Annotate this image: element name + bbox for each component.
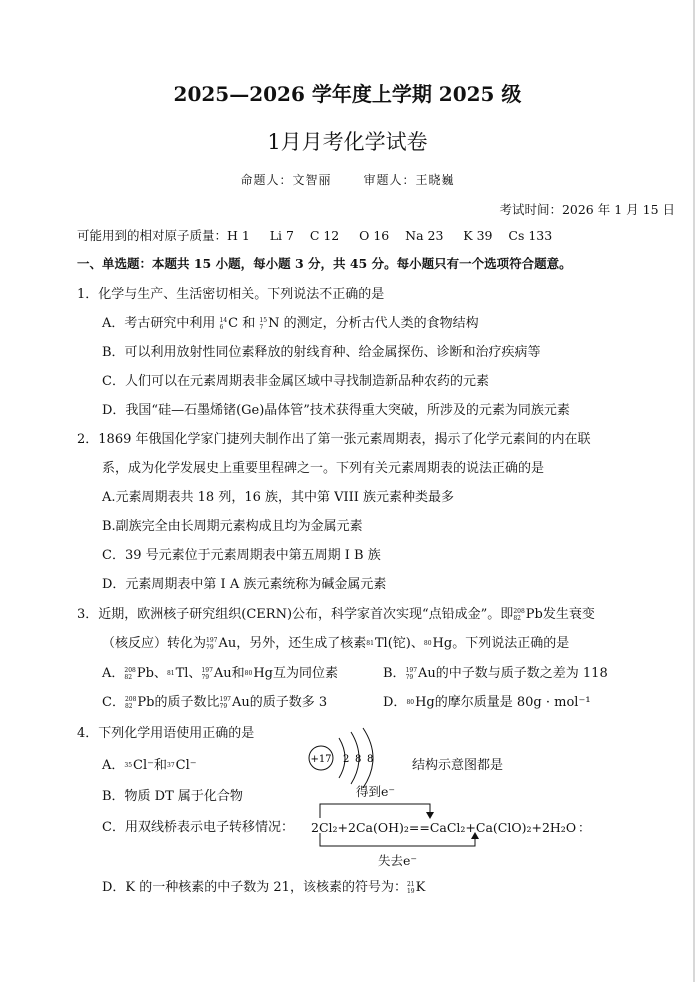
exam-authors (0, 173, 695, 188)
q4-stem: 4．下列化学用语使用正确的是 (77, 726, 255, 741)
q1-option-b: B．可以利用放射性同位素释放的射线育种、给金属探伤、诊断和治疗疾病等 (102, 345, 541, 360)
q1-option-a: A．考古研究中利用 14 6 C 和 15 7 N 的测定，分析古代人类的食物结构 (102, 316, 479, 331)
redox-equation: 2Cl₂+2Ca(OH)₂==CaCl₂+Ca(ClO)₂+2H₂O (311, 820, 577, 835)
atomic-masses: 可能用到的相对原子质量：H 1 Li 7 C 12 O 16 Na 23 K 39 Cs 133 (77, 228, 553, 243)
q2-option-b: B.副族完全由长周期元素构成且均为金属元素 (102, 519, 363, 534)
q3-stem-line2: （核反应）转化为 197 79 Au，另外，还生成了核素 81 Tl(铊)、 80 Hg。下列说法正确的是 (102, 636, 570, 651)
q3-option-b: B． 197 79 Au的中子数与质子数之差为 118 (383, 666, 608, 681)
shell-electrons: 8 (355, 754, 362, 765)
isotope-label: 14 6 (219, 316, 228, 331)
q4-option-a-tail: 结构示意图都是 (412, 758, 504, 773)
q1-option-c: C．人们可以在元素周期表非金属区域中寻找制造新品种农药的元素 (102, 374, 489, 389)
q4-option-a: A． 35 Cl⁻和 37 Cl⁻ (102, 758, 197, 773)
exam-title-line1: 2025—2026 学年度上学期 2025 级 (173, 82, 522, 106)
q3-option-a: A． 208 82 Pb、 81 Tl、 197 79 Au和 80 Hg互为同位素 (102, 666, 338, 681)
q4-option-b: B．物质 DT 属于化合物 (102, 789, 243, 804)
shell-electrons: 2 (343, 754, 350, 765)
q2-option-d: D．元素周期表中第 I A 族元素统称为碱金属元素 (102, 577, 387, 592)
shell-electrons: 8 (367, 754, 374, 765)
gain-electron-label: 得到e⁻ (356, 784, 395, 799)
q1-stem: 1．化学与生产、生活密切相关。下列说法不正确的是 (77, 287, 385, 302)
q2-stem-line2: 系，成为化学发展史上重要里程碑之一。下列有关元素周期表的说法正确的是 (102, 461, 545, 476)
q2-stem-line1: 2．1869 年俄国化学家门捷列夫制作出了第一张元素周期表，揭示了化学元素间的内在联 (77, 432, 591, 447)
q4-option-d: D．K 的一种核素的中子数为 21，该核素的符号为： 21 19 K (102, 880, 426, 895)
setter: 命题人：文智丽 (240, 173, 332, 187)
q3-option-c: C． 208 82 Pb的质子数比 197 79 Au的质子数多 3 (102, 695, 328, 710)
q3-stem-line1: 3．近期，欧洲核子研究组织(CERN)公布，科学家首次实现“点铅成金”。即 208 82 Pb发生衰变 (77, 607, 595, 622)
section-heading: 一、单选题：本题共 15 小题，每小题 3 分，共 45 分。每小题只有一个选项符合题意。 (77, 256, 572, 271)
equation-tail: ： (578, 820, 591, 835)
isotope-label: 15 7 (259, 316, 268, 331)
q4-option-c-label: C．用双线桥表示电子转移情况： (102, 820, 294, 835)
atomic-structure-diagram (305, 726, 395, 788)
exam-title-line2: 1月月考化学试卷 (267, 130, 428, 154)
reviewer: 审题人：王晓巍 (363, 173, 455, 187)
q3-option-d: D． 80 Hg的摩尔质量是 80g · mol⁻¹ (383, 695, 591, 710)
lose-electron-label: 失去e⁻ (378, 853, 417, 868)
exam-time: 考试时间：2026 年 1 月 15 日 (499, 202, 675, 217)
q2-option-a: A.元素周期表共 18 列，16 族，其中第 VIII 族元素种类最多 (102, 490, 455, 505)
q2-option-c: C．39 号元素位于元素周期表中第五周期 I B 族 (102, 548, 381, 563)
q1-option-d: D．我国“硅—石墨烯锗(Ge)晶体管”技术获得重大突破，所涉及的元素为同族元素 (102, 403, 570, 418)
nucleus-charge: +17 (310, 754, 332, 765)
